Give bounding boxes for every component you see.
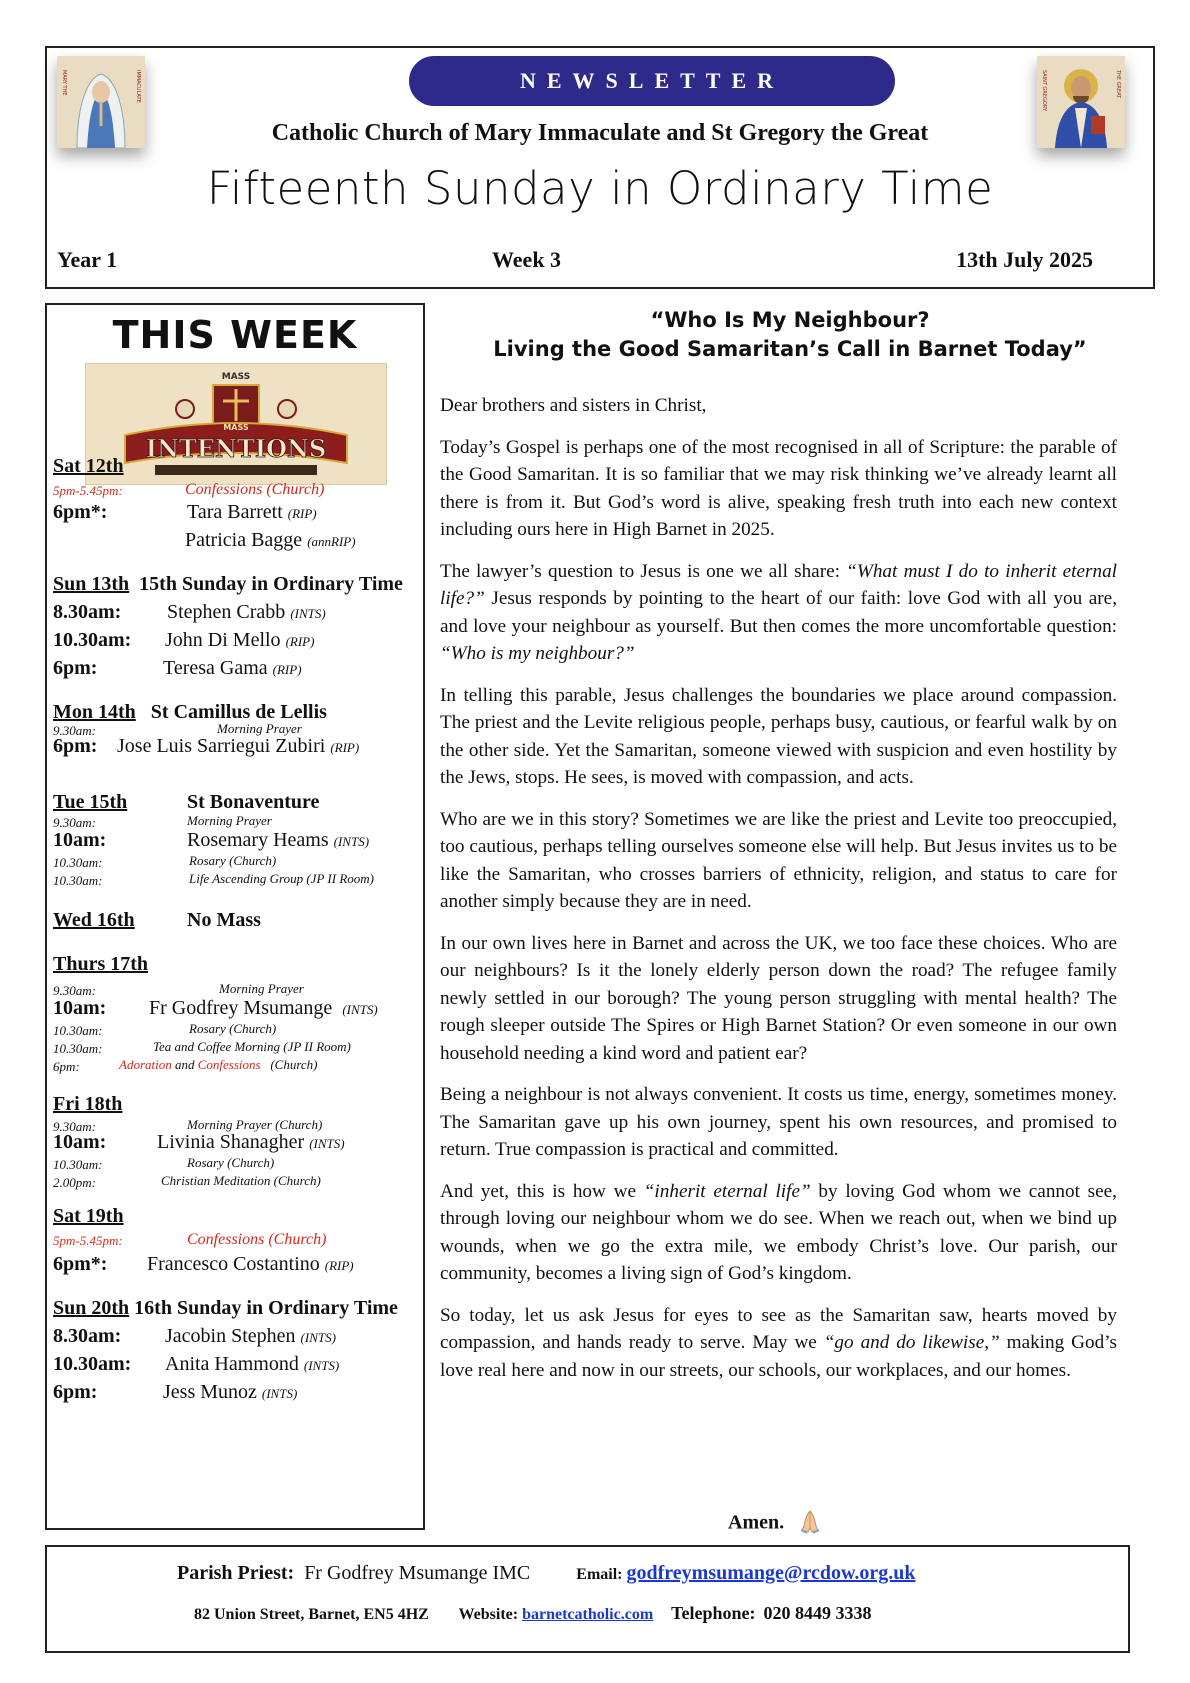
thu-17-small-time-1: 9.30am:: [53, 983, 96, 998]
mon-14-morning-prayer: Morning Prayer: [217, 721, 302, 736]
sun-13-intention-2: John Di Mello (RIP): [165, 629, 315, 651]
article-title-line-1: “Who Is My Neighbour?: [650, 308, 930, 332]
sat-19-confession-time: 5pm-5.45pm:: [53, 1233, 123, 1248]
sat-19-mass-time: 6pm*:: [53, 1253, 108, 1275]
svg-text:MARY THE: MARY THE: [61, 70, 67, 96]
website-link[interactable]: barnetcatholic.com: [522, 1606, 654, 1623]
fri-18-small-time-3: 2.00pm:: [53, 1175, 96, 1190]
mon-14-small-time: 9.30am:: [53, 723, 96, 738]
wed-16-note: No Mass: [187, 909, 261, 931]
article-paragraph-5: In our own lives here in Barnet and across the UK, we too face these choices. Who are our neighbours? Is it the lonely elderly person down the road? The refugee family newly settled in our borough? The young person struggling with mental health? The rough sleeper outside The Spires or High Barnet Station? Or even someone in our own household needing a kind word and patient ear?: [440, 932, 1117, 1064]
thu-17-small-time-2: 10.30am:: [53, 1023, 103, 1038]
sun-13-heading: Sun 13th 15th Sunday in Ordinary Time: [53, 573, 403, 595]
tue-15-morning-prayer: Morning Prayer: [187, 813, 272, 828]
thu-17-small-time-3: 10.30am:: [53, 1041, 103, 1056]
praying-hands-icon: [797, 1508, 823, 1540]
newsletter-banner: NEWSLETTER: [409, 56, 895, 106]
fri-18-meditation: Christian Meditation (Church): [161, 1173, 321, 1188]
sat-12-confession-time: 5pm-5.45pm:: [53, 483, 123, 498]
tue-15-mass-time: 10am:: [53, 829, 107, 851]
article-paragraph-1: Today’s Gospel is perhaps one of the most recognised in all of Scripture: the parable of the Good Samaritan. It is so familiar that we may risk thinking we’ve already learnt all there is from it. But God’s word is alive, speaking fresh truth into each new context including ours here in High Barnet in 2025.: [440, 436, 1117, 540]
website-label: Website:: [458, 1606, 519, 1623]
mon-14-intention: Jose Luis Sarriegui Zubiri (RIP): [117, 735, 360, 757]
sun-20-time-1: 8.30am:: [53, 1325, 122, 1347]
sun-13-time-2: 10.30am:: [53, 629, 132, 651]
article-title-line-2: Living the Good Samaritan’s Call in Barnet Today”: [493, 337, 1087, 361]
article-paragraph-2: The lawyer’s question to Jesus is one we all share: “What must I do to inherit eternal life?” Jesus responds by pointing to the heart of our faith: love God with all you are, and love your neighbour as yourself. But then comes the more uncomfortable question: “Who is my neighbour?”: [440, 560, 1117, 664]
sun-20-heading: Sun 20th 16th Sunday in Ordinary Time: [53, 1297, 398, 1319]
newsletter-date: 13th July 2025: [956, 247, 1093, 272]
mon-14-mass-time: 6pm:: [53, 735, 98, 757]
tue-15-small-time-2: 10.30am:: [53, 855, 103, 870]
article-title: [440, 306, 1140, 364]
article-paragraph-3: In telling this parable, Jesus challenges the boundaries we place around compassion. The priest and the Levite religious people, perhaps busy, cautious, or fearful walk by on the other side. Yet the Samaritan, someone viewed with suspicion and even hostility by the Jews, stops. He sees, is moved with compassion, and acts.: [440, 684, 1117, 788]
tue-15-small-time-3: 10.30am:: [53, 873, 103, 888]
thu-17-adoration-confessions: Adoration and Confessions (Church): [119, 1057, 318, 1072]
article-paragraph-6: Being a neighbour is not always convenient. It costs us time, energy, sometimes money. The Samaritan gave up his own journey, spent his own resources, and promised to return. True compassion is practical and committed.: [440, 1084, 1117, 1160]
tue-15-small-time-1: 9.30am:: [53, 815, 96, 830]
parish-address: 82 Union Street, Barnet, EN5 4HZ: [194, 1606, 429, 1623]
thu-17-intention: Fr Godfrey Msumange (INTS): [149, 997, 378, 1019]
fri-18-heading: Fri 18th: [53, 1093, 123, 1115]
article-paragraph-7: And yet, this is how we “inherit eternal life” by loving God whom we cannot see, through loving our neighbour whom we do see. When we reach out, when we bind up wounds, when we go the extra mile, we embody Christ’s love. Our parish, our community, becomes a living sign of God’s kingdom.: [440, 1180, 1117, 1284]
tue-15-heading: Tue 15th: [53, 791, 128, 813]
fri-18-rosary: Rosary (Church): [187, 1155, 275, 1170]
telephone-number: 020 8449 3338: [763, 1603, 872, 1623]
email-label: Email: [576, 1566, 618, 1583]
svg-text:THE GREAT: THE GREAT: [1115, 70, 1121, 99]
mon-14-heading: Mon 14th St Camillus de Lellis: [53, 701, 327, 723]
week-number: Week 3: [492, 247, 562, 272]
article-paragraph-4: Who are we in this story? Sometimes we are like the priest and Levite too preoccupied, too cautious, perhaps telling ourselves someone else will help. But Jesus invites us to be like the Samaritan, who crosses barriers of ethnicity, religion, and status to care for another simply because they are in need.: [440, 808, 1117, 912]
sun-20-intention-1: Jacobin Stephen (INTS): [165, 1325, 336, 1347]
sun-20-time-3: 6pm:: [53, 1381, 98, 1403]
sun-13-intention-3: Teresa Gama (RIP): [163, 657, 302, 679]
sun-13-intention-1: Stephen Crabb (INTS): [167, 601, 326, 623]
sat-12-intention-2: Patricia Bagge (annRIP): [185, 529, 356, 551]
footer-line-1: Parish Priest: Fr Godfrey Msumange IMC Email: godfreymsumange@rcdow.org.uk: [177, 1562, 916, 1584]
thu-17-rosary: Rosary (Church): [189, 1021, 277, 1036]
sat-19-confession: Confessions (Church): [187, 1231, 327, 1248]
fri-18-small-time-1: 9.30am:: [53, 1119, 96, 1134]
page-title: Fifteenth Sunday in Ordinary Time: [206, 162, 994, 215]
svg-text:IMMACULATE: IMMACULATE: [135, 70, 141, 103]
thu-17-tea-coffee: Tea and Coffee Morning (JP II Room): [153, 1039, 351, 1054]
fri-18-mass-time: 10am:: [53, 1131, 107, 1153]
mass-intentions-image: [85, 363, 387, 485]
thu-17-mass-time: 10am:: [53, 997, 107, 1019]
article-greeting: Dear brothers and sisters in Christ,: [440, 395, 707, 416]
telephone-label: Telephone:: [671, 1603, 756, 1623]
fri-18-intention: Livinia Shanagher (INTS): [157, 1131, 345, 1153]
sun-13-time-1: 8.30am:: [53, 601, 122, 623]
article-paragraph-8: So today, let us ask Jesus for eyes to see as the Samaritan saw, hearts moved by compassion, and hands ready to serve. May we “go and do likewise,” making God’s love real here and now in our streets, our schools, our workplaces, and our homes.: [440, 1304, 1117, 1381]
article-body: [440, 392, 1117, 1398]
email-link[interactable]: godfreymsumange@rcdow.org.uk: [626, 1562, 916, 1584]
wed-16-heading: Wed 16th: [53, 909, 135, 931]
church-name: Catholic Church of Mary Immaculate and St Gregory the Great: [271, 120, 929, 146]
sat-12-confession: Confessions (Church): [185, 481, 325, 498]
fri-18-small-time-2: 10.30am:: [53, 1157, 103, 1172]
svg-text:MASS: MASS: [223, 423, 249, 432]
sat-12-heading: Sat 12th: [53, 455, 124, 477]
this-week-panel: [45, 303, 425, 1530]
tue-15-life-ascending: Life Ascending Group (JP II Room): [189, 871, 374, 886]
amen-text: Amen.: [728, 1511, 785, 1534]
tue-15-rosary: Rosary (Church): [189, 853, 277, 868]
thu-17-small-time-4: 6pm:: [53, 1059, 80, 1074]
priest-label: Parish Priest:: [177, 1562, 295, 1584]
svg-text:INTENTIONS: INTENTIONS: [145, 434, 327, 463]
sun-20-intention-2: Anita Hammond (INTS): [165, 1353, 340, 1375]
thu-17-heading: Thurs 17th: [53, 953, 149, 975]
tue-15-intention: Rosemary Heams (INTS): [187, 829, 370, 851]
svg-text:SAINT GREGORY: SAINT GREGORY: [1041, 70, 1047, 112]
sun-20-intention-3: Jess Munoz (INTS): [163, 1381, 298, 1403]
st-gregory-icon: [1037, 56, 1125, 148]
sun-20-time-2: 10.30am:: [53, 1353, 132, 1375]
sat-19-intention: Francesco Costantino (RIP): [147, 1253, 354, 1275]
sat-12-intention-1: Tara Barrett (RIP): [187, 501, 317, 523]
this-week-heading: THIS WEEK: [112, 313, 358, 357]
sun-13-time-3: 6pm:: [53, 657, 98, 679]
thu-17-morning-prayer: Morning Prayer: [219, 981, 304, 996]
newsletter-header: [45, 46, 1155, 289]
footer-line-2: [194, 1603, 872, 1624]
svg-text:MASS: MASS: [221, 372, 251, 382]
amen-line: [728, 1508, 823, 1540]
priest-name: Fr Godfrey Msumange IMC: [304, 1562, 531, 1584]
sat-19-heading: Sat 19th: [53, 1205, 124, 1227]
contact-footer: [45, 1545, 1130, 1653]
liturgical-year: Year 1: [57, 247, 118, 272]
tue-15-feast: St Bonaventure: [187, 791, 320, 813]
sat-12-mass-time: 6pm*:: [53, 501, 108, 523]
fri-18-morning-prayer: Morning Prayer (Church): [187, 1117, 323, 1132]
